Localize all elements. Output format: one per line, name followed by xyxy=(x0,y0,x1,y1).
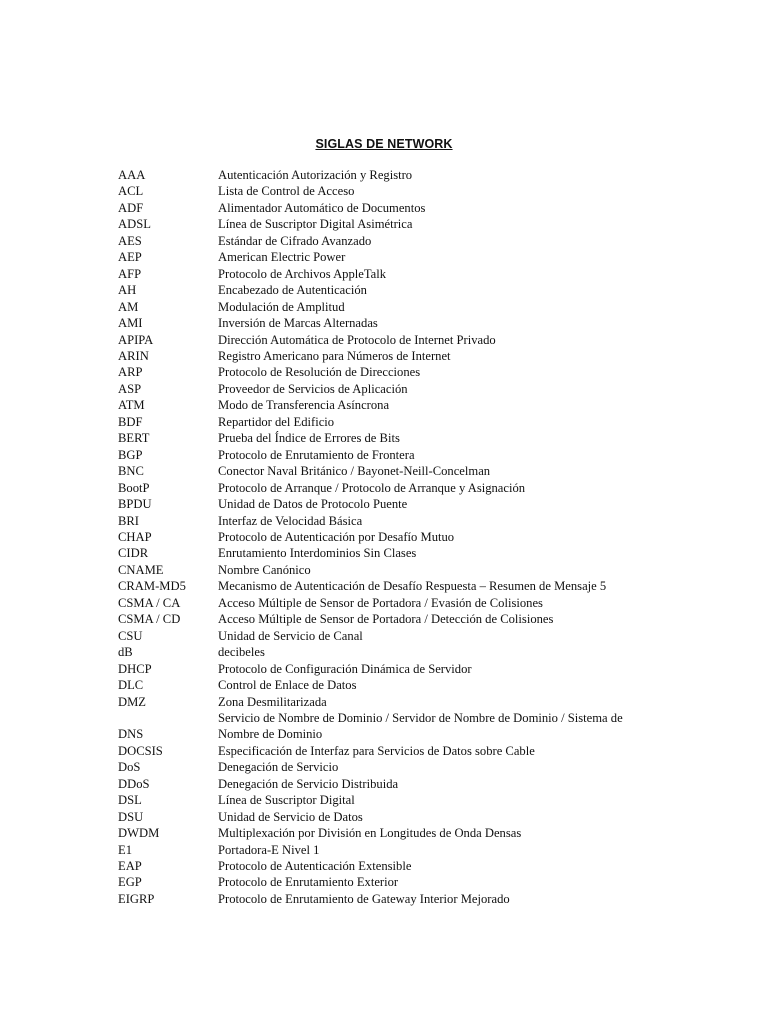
acronym: AES xyxy=(118,233,142,248)
acronym: AMI xyxy=(118,316,143,331)
acronym: ATM xyxy=(118,398,145,413)
acronym: BNC xyxy=(118,464,144,479)
acronym: CSU xyxy=(118,628,143,643)
acronym: APIPA xyxy=(118,332,154,347)
acronym: DMZ xyxy=(118,694,146,709)
acronym-meaning: Encabezado de Autenticación xyxy=(218,283,367,298)
acronym: BPDU xyxy=(118,497,152,512)
acronym-meaning: Nombre Canónico xyxy=(218,562,311,577)
acronym: ARP xyxy=(118,365,143,380)
acronym-meaning: Línea de Suscriptor Digital xyxy=(218,793,355,808)
table-row xyxy=(118,825,638,841)
acronym: EAP xyxy=(118,859,142,874)
table-row xyxy=(118,414,638,430)
acronym: EGP xyxy=(118,875,142,890)
acronym: dB xyxy=(118,645,133,660)
acronym: BootP xyxy=(118,480,150,495)
acronym-meaning: Línea de Suscriptor Digital Asimétrica xyxy=(218,217,413,232)
acronym-meaning: Unidad de Datos de Protocolo Puente xyxy=(218,497,408,512)
acronym: ADF xyxy=(118,200,144,215)
acronym-meaning: Estándar de Cifrado Avanzado xyxy=(218,233,372,248)
table-row xyxy=(118,595,638,611)
acronym: BDF xyxy=(118,414,143,429)
acronym: CIDR xyxy=(118,546,149,561)
table-row xyxy=(118,842,638,858)
table-row xyxy=(118,282,638,298)
acronym: DoS xyxy=(118,760,141,775)
acronym: EIGRP xyxy=(118,891,155,906)
table-row xyxy=(118,743,638,759)
acronym: E1 xyxy=(118,842,132,857)
acronym-meaning: Interfaz de Velocidad Básica xyxy=(218,513,363,528)
table-row xyxy=(118,332,638,348)
acronym-meaning: Unidad de Servicio de Canal xyxy=(218,628,363,643)
table-row xyxy=(118,628,638,644)
acronym-meaning: Protocolo de Enrutamiento de Gateway Interior Mejorado xyxy=(218,891,510,906)
acronym-meaning: American Electric Power xyxy=(218,250,346,265)
acronym-meaning: Dirección Automática de Protocolo de Internet Privado xyxy=(218,332,496,347)
acronym: DNS xyxy=(118,727,144,742)
acronym-meaning: Acceso Múltiple de Sensor de Portadora / Evasión de Colisiones xyxy=(218,595,543,610)
acronym-meaning: Portadora-E Nivel 1 xyxy=(218,842,320,857)
acronym-meaning: Alimentador Automático de Documentos xyxy=(218,200,426,215)
table-row xyxy=(118,299,638,315)
acronym: AEP xyxy=(118,250,142,265)
acronym: CNAME xyxy=(118,562,164,577)
table-row xyxy=(118,183,638,199)
page-title: SIGLAS DE NETWORK xyxy=(315,137,453,151)
acronym: DSU xyxy=(118,809,144,824)
table-row xyxy=(118,397,638,413)
acronym: DDoS xyxy=(118,776,150,791)
table-row xyxy=(118,529,638,545)
acronym: AFP xyxy=(118,266,142,281)
acronym-meaning: Protocolo de Archivos AppleTalk xyxy=(218,266,387,281)
table-row xyxy=(118,348,638,364)
table-row xyxy=(118,661,638,677)
acronym-meaning: Modo de Transferencia Asíncrona xyxy=(218,398,390,413)
acronym: CRAM-MD5 xyxy=(118,579,186,594)
acronym-meaning: Prueba del Índice de Errores de Bits xyxy=(218,431,400,446)
acronym-meaning: Multiplexación por División en Longitudes de Onda Densas xyxy=(218,826,522,841)
acronym: DWDM xyxy=(118,826,160,841)
table-row xyxy=(118,447,638,463)
table-row xyxy=(118,858,638,874)
acronym-meaning: Protocolo de Enrutamiento de Frontera xyxy=(218,447,415,462)
acronym-meaning: Denegación de Servicio xyxy=(218,760,339,775)
acronym-meaning: Protocolo de Enrutamiento Exterior xyxy=(218,875,399,890)
acronym-meaning: Protocolo de Autenticación Extensible xyxy=(218,859,412,874)
acronym-meaning: Denegación de Servicio Distribuida xyxy=(218,776,399,791)
table-row xyxy=(118,496,638,512)
acronym-meaning: Modulación de Amplitud xyxy=(218,299,345,314)
table-row xyxy=(118,562,638,578)
acronym: ARIN xyxy=(118,348,149,363)
acronym-meaning: Registro Americano para Números de Internet xyxy=(218,348,451,363)
acronym-meaning: Autenticación Autorización y Registro xyxy=(218,168,413,182)
acronym-meaning: Protocolo de Arranque / Protocolo de Arranque y Asignación xyxy=(218,480,526,495)
table-row xyxy=(118,792,638,808)
acronym: BRI xyxy=(118,513,139,528)
acronym-meaning: Servicio de Nombre de Dominio / Servidor de Nombre de Dominio / Sistema de Nombre de Dominio xyxy=(218,710,623,742)
acronym: CHAP xyxy=(118,529,152,544)
acronym: DHCP xyxy=(118,661,152,676)
acronym: CSMA / CD xyxy=(118,612,181,627)
acronym-meaning: Zona Desmilitarizada xyxy=(218,694,327,709)
table-row xyxy=(118,480,638,496)
acronym-meaning: Control de Enlace de Datos xyxy=(218,678,357,693)
table-row xyxy=(118,644,638,660)
acronym: DOCSIS xyxy=(118,743,163,758)
acronym: BGP xyxy=(118,447,143,462)
acronym-meaning: Especificación de Interfaz para Servicios de Datos sobre Cable xyxy=(218,743,535,758)
acronym: CSMA / CA xyxy=(118,595,181,610)
table-row xyxy=(118,513,638,529)
acronym-meaning: Unidad de Servicio de Datos xyxy=(218,809,363,824)
table-row xyxy=(118,430,638,446)
acronym-meaning: Inversión de Marcas Alternadas xyxy=(218,316,378,331)
table-row xyxy=(118,694,638,710)
table-row xyxy=(118,266,638,282)
acronym-meaning: decibeles xyxy=(218,645,265,660)
acronym: DLC xyxy=(118,678,144,693)
acronym-table xyxy=(118,167,638,907)
acronym: DSL xyxy=(118,793,142,808)
acronym-meaning: Acceso Múltiple de Sensor de Portadora / Detección de Colisiones xyxy=(218,612,554,627)
acronym-meaning: Protocolo de Resolución de Direcciones xyxy=(218,365,421,380)
table-row xyxy=(118,249,638,265)
table-row xyxy=(118,315,638,331)
acronym-meaning: Repartidor del Edificio xyxy=(218,414,335,429)
acronym: AAA xyxy=(118,168,146,182)
table-row xyxy=(118,776,638,792)
table-row xyxy=(118,759,638,775)
table-row xyxy=(118,381,638,397)
table-row xyxy=(118,463,638,479)
acronym-meaning: Conector Naval Británico / Bayonet-Neill-Concelman xyxy=(218,464,491,479)
table-row xyxy=(118,233,638,249)
table-row xyxy=(118,364,638,380)
table-row xyxy=(118,545,638,561)
acronym-meaning: Protocolo de Configuración Dinámica de Servidor xyxy=(218,661,472,676)
acronym: ACL xyxy=(118,184,144,199)
table-row xyxy=(118,809,638,825)
acronym: BERT xyxy=(118,431,150,446)
acronym-meaning: Mecanismo de Autenticación de Desafío Respuesta – Resumen de Mensaje 5 xyxy=(218,579,607,594)
table-row xyxy=(118,611,638,627)
acronym: ASP xyxy=(118,381,142,396)
table-row xyxy=(118,710,638,743)
table-row xyxy=(118,578,638,594)
table-row xyxy=(118,167,638,183)
acronym-rows xyxy=(118,167,638,907)
acronym: ADSL xyxy=(118,217,151,232)
acronym-meaning: Lista de Control de Acceso xyxy=(218,184,355,199)
acronym-meaning: Protocolo de Autenticación por Desafío Mutuo xyxy=(218,529,455,544)
acronym: AM xyxy=(118,299,139,314)
table-row xyxy=(118,677,638,693)
acronym-meaning: Proveedor de Servicios de Aplicación xyxy=(218,381,408,396)
acronym-meaning: Enrutamiento Interdominios Sin Clases xyxy=(218,546,417,561)
acronym: AH xyxy=(118,283,137,298)
table-row xyxy=(118,891,638,907)
table-row xyxy=(118,874,638,890)
table-row xyxy=(118,216,638,232)
table-row xyxy=(118,200,638,216)
